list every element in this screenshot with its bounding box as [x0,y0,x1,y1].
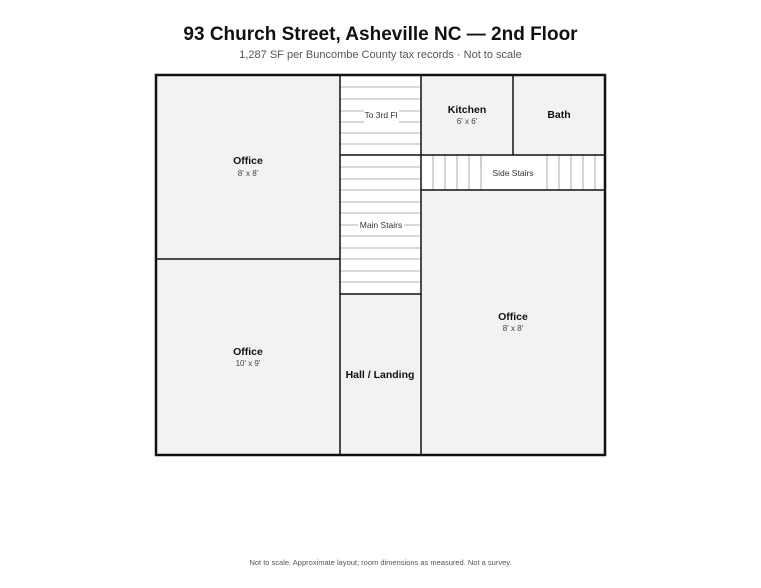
hall-landing-name: Hall / Landing [345,369,415,381]
kitchen-name: Kitchen [447,104,487,116]
office-right-dims: 8' x 8' [502,324,524,333]
plan-title: 93 Church Street, Asheville NC — 2nd Floor [183,24,578,45]
office-bottom-left-dims: 10' x 9' [235,359,261,368]
plan-subtitle: 1,287 SF per Buncombe County tax records · Not to scale [239,49,522,61]
office-top-left-dims: 8' x 8' [237,169,259,178]
main-stairs-label: Main Stairs [359,220,403,230]
office-top-left-name: Office [233,155,263,167]
footnote: Not to scale. Approximate layout; room dimensions as measured. Not a survey. [249,558,512,567]
office-bottom-left-name: Office [233,346,263,358]
office-right-name: Office [498,311,528,323]
bath-name: Bath [547,109,571,121]
to-third-floor-label: To 3rd Fl [364,110,398,120]
main-stairs-area [340,75,421,294]
side-stairs-label: Side Stairs [492,168,534,178]
kitchen-dims: 6' x 6' [456,117,478,126]
